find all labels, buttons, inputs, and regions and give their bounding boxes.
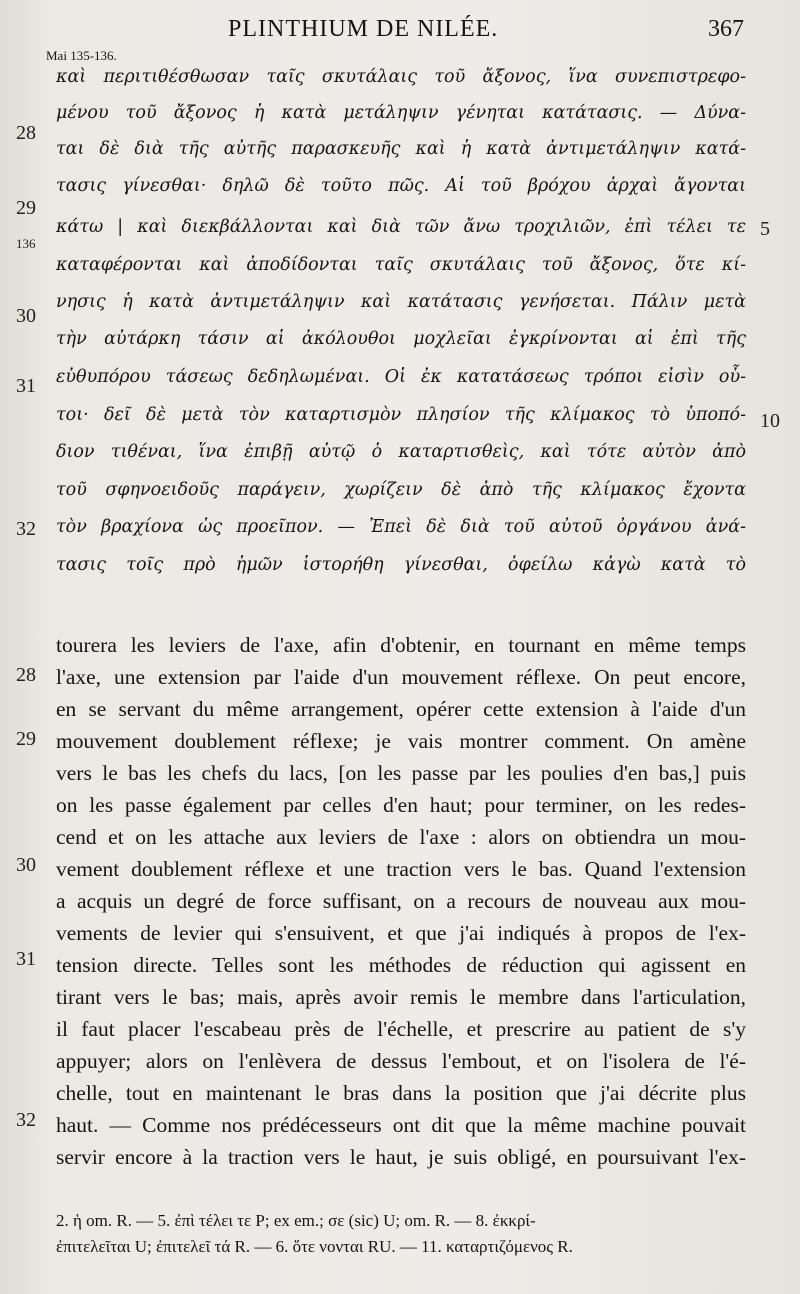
french-line: vers le bas les chefs du lacs, [on les passe par les poulies d'en bas,] puis — [56, 761, 746, 785]
greek-line-number: 28 — [16, 122, 36, 144]
greek-verse-number: 10 — [760, 410, 780, 432]
french-line: vements de levier qui s'ensuivent, et que j'ai indiqués à propos de l'ex- — [56, 921, 746, 945]
greek-line-number: 29 — [16, 197, 36, 219]
french-line-number: 29 — [16, 728, 36, 750]
footnote-line: ἐπιτελεῖται U; ἐπιτελεῖ τά R. — 6. ὅτε νονται RU. — 11. καταρτιζόμενος R. — [56, 1237, 573, 1256]
french-line: servir encore à la traction vers le haut, je suis obligé, en poursuivant l'ex- — [56, 1145, 746, 1169]
greek-line: τασις γίνεσθαι· δηλῶ δὲ τοῦτο πῶς. Αἱ τοῦ βρόχου ἀρχαὶ ἄγονται — [56, 176, 746, 196]
greek-line: τὸν βραχίονα ὡς προεῖπον. — Ἐπεὶ δὲ διὰ τοῦ αὐτοῦ ὀργάνου ἀνά- — [56, 517, 746, 537]
greek-line: τοι· δεῖ δὲ μετὰ τὸν καταρτισμὸν πλησίον τῆς κλίμακος τὸ ὑποπό- — [56, 405, 746, 425]
french-line: on les passe également par celles d'en haut; pour terminer, on les redes- — [56, 793, 746, 817]
running-head: PLINTHIUM DE NILÉE. — [228, 16, 499, 42]
french-line: mouvement doublement réflexe; je vais montrer comment. On amène — [56, 729, 746, 753]
greek-verse-number: 5 — [760, 218, 770, 240]
french-line: appuyer; alors on l'enlèvera de dessus l'embout, et on l'isolera de l'é- — [56, 1049, 746, 1073]
greek-line: μένου τοῦ ἄξονος ἡ κατὰ μετάληψιν γένηται κατάτασις. — Δύνα- — [56, 103, 746, 123]
greek-line: κάτω | καὶ διεκβάλλονται καὶ διὰ τῶν ἄνω τροχιλιῶν, ἐπὶ τέλει τε — [56, 217, 746, 237]
greek-line: εὐθυπόρου τάσεως δεδηλωμέναι. Οἱ ἐκ κατατάσεως τρόποι εἰσὶν οὗ- — [56, 367, 746, 387]
footnote-line: 2. ἡ om. R. — 5. ἐπὶ τέλει τε P; ex em.; σε (sic) U; om. R. — 8. ἐκκρί- — [56, 1211, 536, 1230]
footnotes — [56, 1208, 756, 1260]
page-number: 367 — [708, 16, 744, 42]
french-line-number: 32 — [16, 1109, 36, 1131]
french-line: l'axe, une extension par l'aide d'un mouvement réflexe. On peut encore, — [56, 665, 746, 689]
greek-line: ται δὲ διὰ τῆς αὐτῆς παρασκευῆς καὶ ἡ κατὰ ἀντιμετάληψιν κατά- — [56, 139, 746, 159]
french-line: il faut placer l'escabeau près de l'échelle, et prescrire au patient de s'y — [56, 1017, 746, 1041]
french-line: tension directe. Telles sont les méthodes de réduction qui agissent en — [56, 953, 746, 977]
french-line-number: 30 — [16, 854, 36, 876]
french-line-number: 28 — [16, 664, 36, 686]
greek-line: καταφέρονται καὶ ἀποδίδονται ταῖς σκυτάλαις τοῦ ἄξονος, ὅτε κί- — [56, 255, 746, 275]
greek-line: τασις τοῖς πρὸ ἡμῶν ἱστορήθη γίνεσθαι, ὀφείλω κἀγὼ κατὰ τὸ — [56, 555, 746, 575]
french-line-number: 31 — [16, 948, 36, 970]
french-line: tirant vers le bas; mais, après avoir remis le membre dans l'articulation, — [56, 985, 746, 1009]
greek-line-number: 30 — [16, 305, 36, 327]
french-line: haut. — Comme nos prédécesseurs ont dit que la même machine pouvait — [56, 1113, 746, 1137]
greek-line: τοῦ σφηνοειδοῦς παράγειν, χωρίζειν δὲ ἀπὸ τῆς κλίμακος ἔχοντα — [56, 480, 746, 500]
greek-line: νησις ἡ κατὰ ἀντιμετάληψιν καὶ κατάτασις γενήσεται. Πάλιν μετὰ — [56, 292, 746, 312]
page-header — [0, 14, 800, 44]
french-line: en se servant du même arrangement, opérer cette extension à l'aide d'un — [56, 697, 746, 721]
french-line: a acquis un degré de force suffisant, on a recours de nouveau aux mou- — [56, 889, 746, 913]
french-line: vement doublement réflexe et une traction vers le bas. Quand l'extension — [56, 857, 746, 881]
greek-line-number: 32 — [16, 518, 36, 540]
greek-line-number: 31 — [16, 375, 36, 397]
margin-reference: Mai 135-136. — [46, 48, 117, 63]
french-line: cend et on les attache aux leviers de l'axe : alors on obtiendra un mou- — [56, 825, 746, 849]
french-line: tourera les leviers de l'axe, afin d'obtenir, en tournant en même temps — [56, 633, 746, 657]
greek-line-number: 136 — [16, 236, 36, 251]
greek-line: τὴν αὐτάρκη τάσιν αἱ ἀκόλουθοι μοχλεῖαι ἐγκρίνονται αἱ ἐπὶ τῆς — [56, 329, 746, 349]
greek-line: καὶ περιτιθέσθωσαν ταῖς σκυτάλαις τοῦ ἄξονος, ἵνα συνεπιστρεφο- — [56, 67, 746, 87]
greek-line: διον τιθέναι, ἵνα ἐπιβῇ αὐτῷ ὁ καταρτισθεὶς, καὶ τότε αὐτὸν ἀπὸ — [56, 442, 746, 462]
french-line: chelle, tout en maintenant le bras dans la position que j'ai décrite plus — [56, 1081, 746, 1105]
